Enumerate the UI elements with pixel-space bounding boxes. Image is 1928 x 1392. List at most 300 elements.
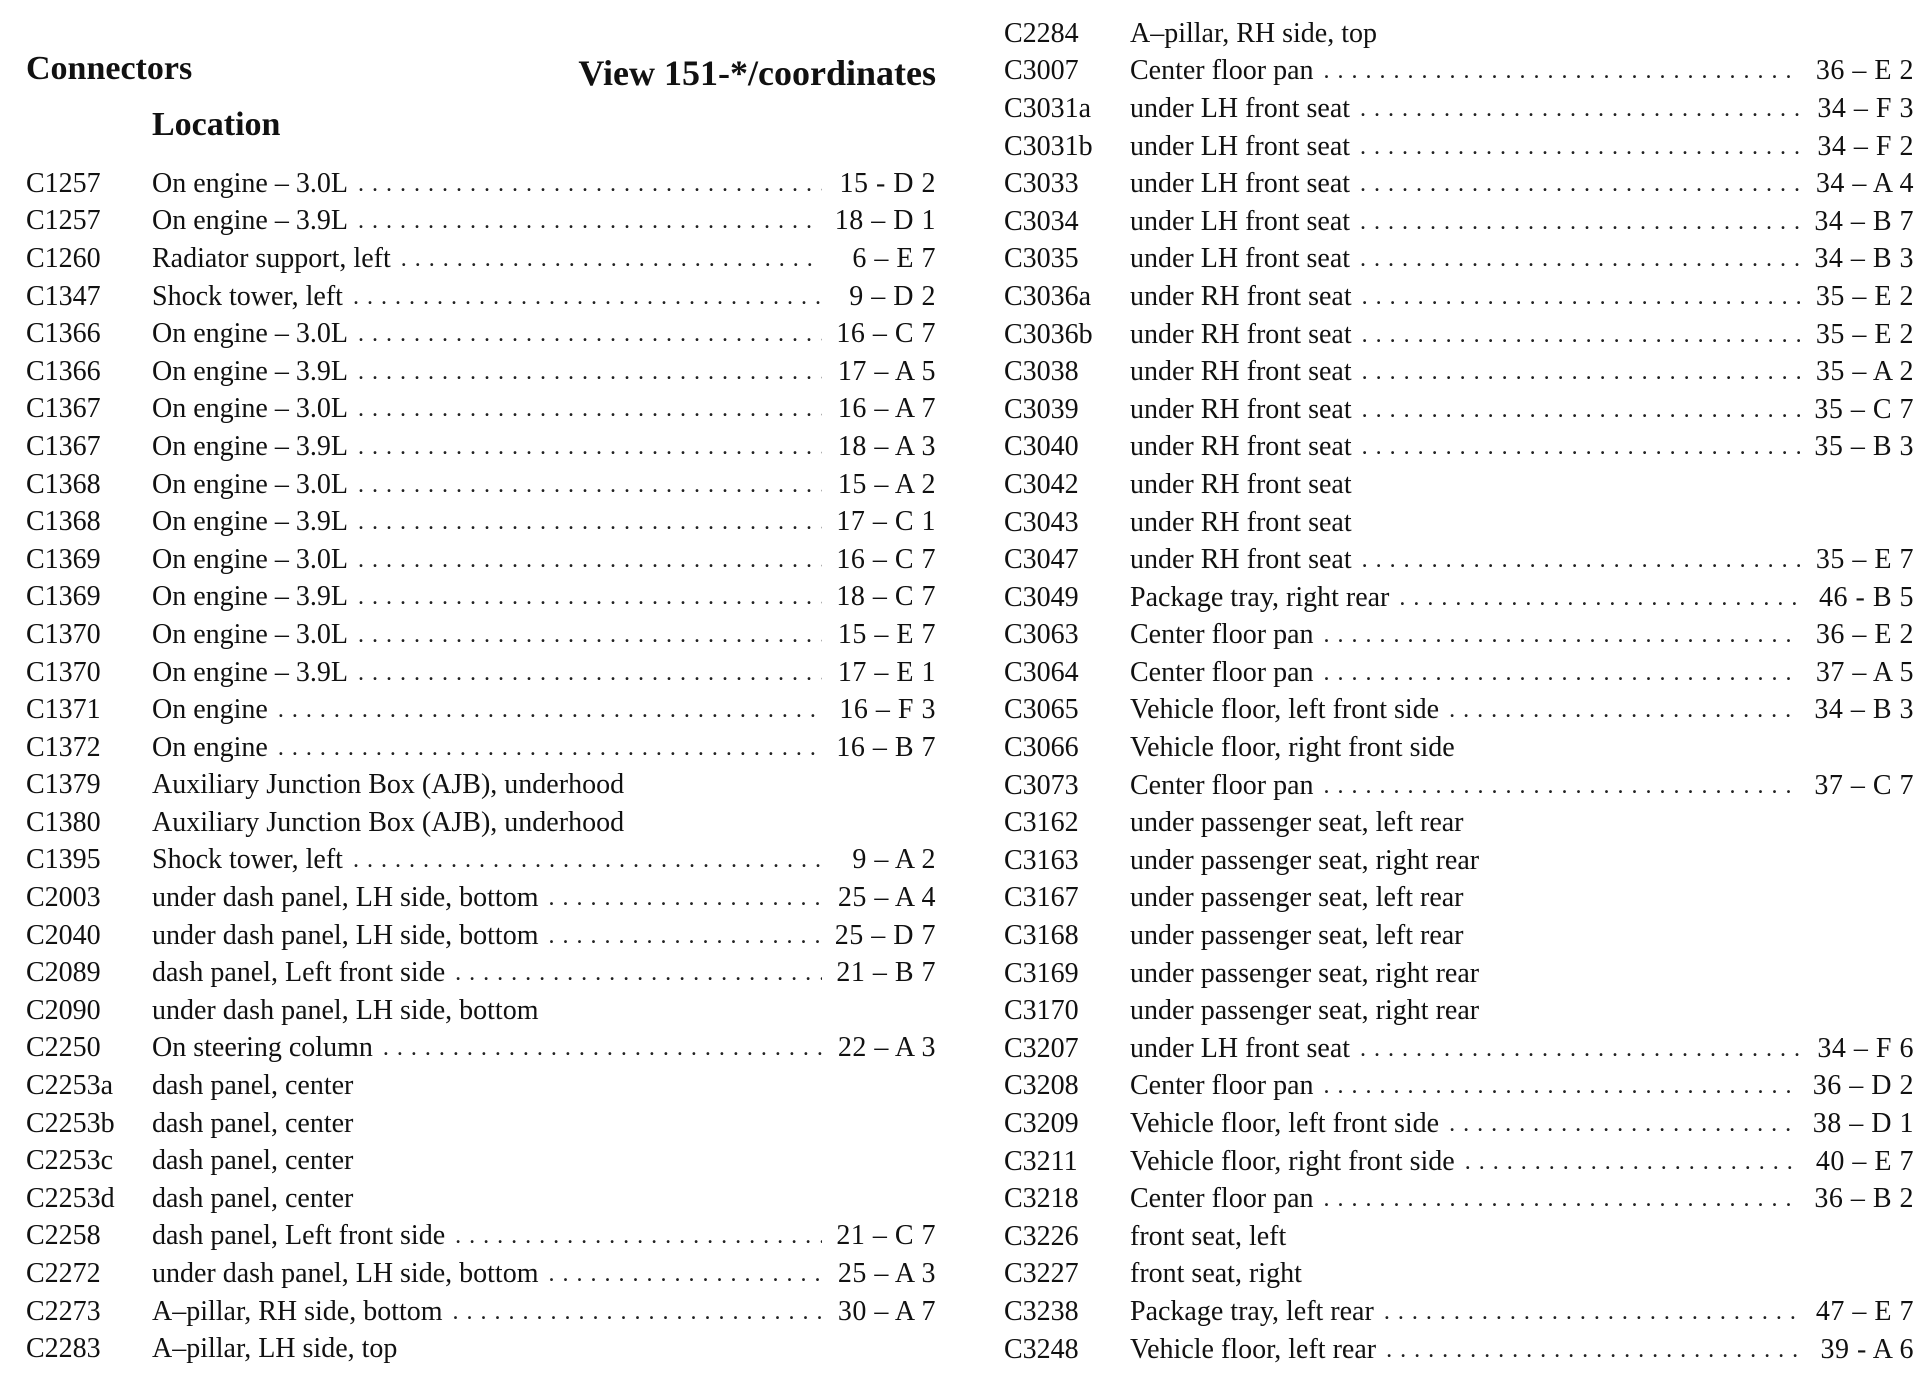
connector-location: under dash panel, LH side, bottom [152, 1258, 539, 1290]
dot-leader [1386, 1335, 1800, 1365]
view-coordinate: 15 - D 2 [839, 167, 936, 199]
connector-code: C3066 [1004, 732, 1079, 764]
view-coordinate: 35 – E 2 [1815, 318, 1914, 350]
dot-leader [1324, 1184, 1801, 1214]
view-coordinate: 17 – E 1 [837, 656, 936, 688]
page-header [26, 46, 936, 156]
view-coordinate: 18 – D 1 [834, 205, 936, 237]
connector-row [26, 804, 936, 842]
connector-row [26, 428, 936, 466]
connector-row [1004, 1331, 1914, 1369]
connector-code: C1395 [26, 844, 101, 876]
view-coordinate: 36 – B 2 [1814, 1183, 1914, 1215]
view-coordinate: 35 – E 2 [1815, 280, 1914, 312]
connector-location: under RH front seat [1130, 280, 1352, 312]
connector-row [26, 691, 936, 729]
connector-location: under RH front seat [1130, 356, 1352, 388]
connector-location: Radiator support, left [152, 242, 391, 274]
connector-row [1004, 1143, 1914, 1181]
left-connector-list [26, 165, 936, 1368]
view-coordinate: 34 – B 3 [1814, 243, 1914, 275]
connector-row [26, 1030, 936, 1068]
connector-code: C3038 [1004, 356, 1079, 388]
view-coordinate: 15 – E 7 [837, 618, 936, 650]
dot-leader [358, 169, 822, 199]
connector-row [1004, 917, 1914, 955]
connector-row [26, 391, 936, 429]
dot-leader [358, 394, 822, 424]
connector-code: C2253b [26, 1107, 115, 1139]
connector-location: under dash panel, LH side, bottom [152, 882, 539, 914]
dot-leader [383, 1033, 822, 1063]
view-coordinate: 34 – F 3 [1817, 92, 1914, 124]
connector-row [1004, 203, 1914, 241]
dot-leader [1449, 1109, 1799, 1139]
connector-code: C2283 [26, 1333, 101, 1365]
view-coordinate: 21 – B 7 [836, 957, 936, 989]
connector-row [1004, 579, 1914, 617]
connector-code: C2003 [26, 882, 101, 914]
view-coordinate: 18 – A 3 [837, 430, 936, 462]
connector-code: C1366 [26, 318, 101, 350]
connector-row [1004, 1256, 1914, 1294]
connector-code: C1380 [26, 806, 101, 838]
connector-code: C3047 [1004, 544, 1079, 576]
connector-row [26, 729, 936, 767]
connector-location: Package tray, left rear [1130, 1295, 1374, 1327]
dot-leader [1474, 883, 1801, 913]
view-coordinate: 34 – B 3 [1814, 694, 1914, 726]
connector-code: C1366 [26, 355, 101, 387]
dot-leader [1360, 132, 1800, 162]
connector-code: C3065 [1004, 694, 1079, 726]
connector-location: dash panel, center [152, 1070, 354, 1102]
connector-location: under dash panel, LH side, bottom [152, 919, 539, 951]
dot-leader [1362, 395, 1800, 425]
connector-code: C3211 [1004, 1145, 1078, 1177]
connector-location: under passenger seat, right rear [1130, 957, 1480, 989]
view-coordinate: 37 – A 5 [1815, 656, 1914, 688]
connector-row [1004, 278, 1914, 316]
dot-leader [1324, 56, 1801, 86]
connector-code: C2089 [26, 957, 101, 989]
connector-code: C3162 [1004, 807, 1079, 839]
dot-leader [548, 921, 820, 951]
connector-row [26, 203, 936, 241]
connector-row [1004, 654, 1914, 692]
connector-code: C1367 [26, 393, 101, 425]
connector-location: Center floor pan [1130, 1183, 1314, 1215]
connector-row [26, 541, 936, 579]
connector-row [1004, 128, 1914, 166]
dot-leader [1360, 94, 1800, 124]
connector-code: C1368 [26, 468, 101, 500]
connector-row [1004, 880, 1914, 918]
connector-code: C3043 [1004, 506, 1079, 538]
connector-row [26, 579, 936, 617]
connector-code: C1347 [26, 280, 101, 312]
connector-row [1004, 391, 1914, 429]
view-coordinate: 36 – D 2 [1812, 1070, 1914, 1102]
dot-leader [1360, 244, 1800, 274]
dot-leader [363, 1071, 822, 1101]
dot-leader [1296, 1222, 1800, 1252]
connector-row [26, 992, 936, 1030]
dot-leader [353, 845, 822, 875]
connector-location: On engine – 3.9L [152, 355, 348, 387]
connector-code: C3073 [1004, 769, 1079, 801]
connector-row [26, 278, 936, 316]
connector-code: C3170 [1004, 995, 1079, 1027]
dot-leader [455, 958, 822, 988]
connector-code: C3248 [1004, 1333, 1079, 1365]
connector-row [26, 466, 936, 504]
connector-location: under LH front seat [1130, 168, 1351, 200]
dot-leader [634, 770, 822, 800]
view-coordinate: 16 – C 7 [836, 543, 936, 575]
location-heading: Location [152, 106, 281, 143]
dot-leader [278, 733, 822, 763]
connector-code: C2253a [26, 1070, 114, 1102]
connector-location: On engine [152, 731, 268, 763]
connector-code: C1257 [26, 205, 101, 237]
connector-row [26, 767, 936, 805]
connector-code: C3063 [1004, 619, 1079, 651]
dot-leader [358, 470, 822, 500]
connector-row [1004, 504, 1914, 542]
connector-code: C3036a [1004, 280, 1092, 312]
view-coordinate: 34 – B 7 [1814, 205, 1914, 237]
connector-row [1004, 1180, 1914, 1218]
dot-leader [453, 1297, 822, 1327]
view-coordinate: 22 – A 3 [837, 1032, 936, 1064]
view-coordinate: 35 – A 2 [1815, 356, 1914, 388]
connector-location: under LH front seat [1130, 130, 1351, 162]
view-coordinate: 16 – A 7 [837, 393, 936, 425]
connector-row [1004, 692, 1914, 730]
dot-leader [401, 244, 822, 274]
connector-row [26, 1293, 936, 1331]
connector-code: C1257 [26, 167, 101, 199]
connector-location: under LH front seat [1130, 243, 1351, 275]
connector-location: Vehicle floor, right front side [1130, 1145, 1455, 1177]
connector-code: C1370 [26, 656, 101, 688]
view-coordinate: 34 – F 2 [1817, 130, 1914, 162]
view-coordinates-heading: View 151-*/coordinates [578, 53, 936, 93]
connector-row [26, 1255, 936, 1293]
connector-location: under passenger seat, left rear [1130, 882, 1464, 914]
dot-leader [1489, 959, 1800, 989]
dot-leader [358, 357, 822, 387]
view-coordinate: 9 – A 2 [852, 844, 936, 876]
connector-location: Vehicle floor, left rear [1130, 1333, 1377, 1365]
view-coordinate: 16 – F 3 [839, 694, 936, 726]
connector-code: C2258 [26, 1220, 101, 1252]
connector-row [26, 1142, 936, 1180]
view-coordinate: 47 – E 7 [1815, 1295, 1914, 1327]
dot-leader [1360, 207, 1800, 237]
dot-leader [1465, 1147, 1800, 1177]
connector-code: C3033 [1004, 168, 1079, 200]
dot-leader [1362, 545, 1800, 575]
dot-leader [358, 620, 822, 650]
connector-row [1004, 955, 1914, 993]
dot-leader [548, 996, 822, 1026]
view-coordinate: 16 – C 7 [836, 318, 936, 350]
connector-code: C1368 [26, 506, 101, 538]
connector-code: C2250 [26, 1032, 101, 1064]
connector-location: under RH front seat [1130, 393, 1352, 425]
dot-leader [1324, 771, 1801, 801]
connector-row [1004, 541, 1914, 579]
connector-row [1004, 842, 1914, 880]
view-coordinate: 17 – C 1 [836, 506, 936, 538]
connector-location: On steering column [152, 1032, 373, 1064]
connector-location: dash panel, center [152, 1182, 354, 1214]
dot-leader [1362, 470, 1800, 500]
connector-location: under RH front seat [1130, 468, 1352, 500]
connector-row [1004, 729, 1914, 767]
dot-leader [1489, 846, 1800, 876]
view-coordinate: 36 – E 2 [1815, 619, 1914, 651]
connector-code: C2272 [26, 1258, 101, 1290]
connector-location: Vehicle floor, left front side [1130, 1108, 1440, 1140]
connector-code: C1372 [26, 731, 101, 763]
view-coordinate: 38 – D 1 [1812, 1108, 1914, 1140]
connector-location: A–pillar, RH side, bottom [152, 1295, 443, 1327]
connector-location: dash panel, Left front side [152, 957, 446, 989]
view-coordinate: 17 – A 5 [837, 355, 936, 387]
connector-location: Center floor pan [1130, 619, 1314, 651]
connector-code: C1371 [26, 694, 101, 726]
connector-code: C3169 [1004, 957, 1079, 989]
connector-code: C1367 [26, 430, 101, 462]
connector-row [1004, 429, 1914, 467]
connector-location: Package tray, right rear [1130, 581, 1390, 613]
connector-code: C1260 [26, 242, 101, 274]
dot-leader [634, 808, 822, 838]
dot-leader [1362, 432, 1800, 462]
connector-row [26, 1105, 936, 1143]
dot-leader [358, 432, 822, 462]
connector-code: C3207 [1004, 1032, 1079, 1064]
connector-row [1004, 165, 1914, 203]
connector-code: C3238 [1004, 1295, 1079, 1327]
dot-leader [358, 319, 822, 349]
connector-row [1004, 1068, 1914, 1106]
connector-code: C1369 [26, 581, 101, 613]
connector-row [26, 353, 936, 391]
connector-location: On engine – 3.0L [152, 618, 348, 650]
dot-leader [363, 1109, 822, 1139]
dot-leader [358, 507, 822, 537]
view-coordinate: 16 – B 7 [836, 731, 936, 763]
connector-location: On engine [152, 694, 268, 726]
connector-row [1004, 466, 1914, 504]
dot-leader [1474, 921, 1801, 951]
dot-leader [1362, 320, 1800, 350]
dot-leader [1449, 695, 1800, 725]
dot-leader [1465, 733, 1800, 763]
connector-code: C3034 [1004, 205, 1079, 237]
view-coordinate: 34 – A 4 [1815, 168, 1914, 200]
dot-leader [407, 1334, 822, 1364]
connector-location: On engine – 3.0L [152, 468, 348, 500]
view-coordinate: 6 – E 7 [852, 242, 936, 274]
dot-leader [1489, 996, 1800, 1026]
connector-row [26, 165, 936, 203]
connector-code: C2090 [26, 994, 101, 1026]
connector-row [26, 654, 936, 692]
connector-code: C1370 [26, 618, 101, 650]
connector-code: C3049 [1004, 581, 1079, 613]
connector-row [1004, 1030, 1914, 1068]
connector-row [26, 616, 936, 654]
connector-row [26, 315, 936, 353]
connector-location: Center floor pan [1130, 55, 1314, 87]
connector-code: C2253d [26, 1182, 115, 1214]
connector-location: under passenger seat, right rear [1130, 995, 1480, 1027]
view-coordinate: 25 – D 7 [834, 919, 936, 951]
connector-row [26, 879, 936, 917]
right-connector-list [1004, 15, 1914, 1368]
connector-code: C3226 [1004, 1220, 1079, 1252]
dot-leader [353, 282, 822, 312]
dot-leader [1362, 357, 1800, 387]
connector-location: front seat, right [1130, 1258, 1302, 1290]
connector-code: C3209 [1004, 1108, 1079, 1140]
connector-code: C3031b [1004, 130, 1093, 162]
dot-leader [1324, 1071, 1799, 1101]
dot-leader [363, 1184, 822, 1214]
dot-leader [1474, 808, 1801, 838]
connector-row [26, 503, 936, 541]
connector-location: front seat, left [1130, 1220, 1287, 1252]
connector-location: On engine – 3.0L [152, 543, 348, 575]
connector-row [26, 954, 936, 992]
connector-location: under passenger seat, left rear [1130, 920, 1464, 952]
connector-code: C2040 [26, 919, 101, 951]
view-coordinate: 35 – C 7 [1814, 393, 1914, 425]
connector-code: C3036b [1004, 318, 1093, 350]
connector-location: A–pillar, RH side, top [1130, 17, 1377, 49]
connector-row [1004, 804, 1914, 842]
connector-row [1004, 353, 1914, 391]
connector-location: On engine – 3.0L [152, 167, 348, 199]
view-coordinate: 46 - B 5 [1819, 581, 1914, 613]
connector-row [1004, 1218, 1914, 1256]
connector-location: dash panel, center [152, 1145, 354, 1177]
connector-location: Auxiliary Junction Box (AJB), underhood [152, 806, 625, 838]
dot-leader [1362, 508, 1800, 538]
connector-row [1004, 15, 1914, 53]
connector-location: A–pillar, LH side, top [152, 1333, 398, 1365]
dot-leader [455, 1221, 822, 1251]
dot-leader [548, 1259, 822, 1289]
connector-row [1004, 617, 1914, 655]
connector-row [26, 1330, 936, 1368]
dot-leader [1362, 282, 1800, 312]
view-coordinate: 25 – A 4 [837, 882, 936, 914]
connector-code: C3031a [1004, 92, 1092, 124]
connector-code: C1369 [26, 543, 101, 575]
connector-location: Center floor pan [1130, 769, 1314, 801]
view-coordinate: 34 – F 6 [1817, 1032, 1914, 1064]
dot-leader [548, 883, 822, 913]
connector-row [26, 1180, 936, 1218]
connector-row [1004, 767, 1914, 805]
dot-leader [358, 582, 822, 612]
connector-location: dash panel, center [152, 1107, 354, 1139]
connector-code: C3042 [1004, 468, 1079, 500]
connector-code: C3218 [1004, 1183, 1079, 1215]
view-coordinate: 18 – C 7 [836, 581, 936, 613]
connector-row [26, 842, 936, 880]
view-coordinate: 40 – E 7 [1815, 1145, 1914, 1177]
connector-location: On engine – 3.9L [152, 205, 348, 237]
connector-location: under LH front seat [1130, 92, 1351, 124]
connector-location: Auxiliary Junction Box (AJB), underhood [152, 769, 625, 801]
connector-location: Center floor pan [1130, 656, 1314, 688]
connector-location: under passenger seat, right rear [1130, 844, 1480, 876]
connector-location: under RH front seat [1130, 431, 1352, 463]
connector-row [1004, 1105, 1914, 1143]
connector-row [26, 240, 936, 278]
view-coordinate: 35 – E 7 [1815, 544, 1914, 576]
dot-leader [358, 658, 822, 688]
dot-leader [363, 1146, 822, 1176]
dot-leader [1387, 19, 1800, 49]
connector-code: C3227 [1004, 1258, 1079, 1290]
dot-leader [1360, 1034, 1800, 1064]
connector-location: Shock tower, left [152, 844, 343, 876]
connector-location: under RH front seat [1130, 544, 1352, 576]
connector-location: dash panel, Left front side [152, 1220, 446, 1252]
connector-location: under passenger seat, left rear [1130, 807, 1464, 839]
connector-row [1004, 1293, 1914, 1331]
connector-location: Vehicle floor, right front side [1130, 732, 1455, 764]
connector-location: Vehicle floor, left front side [1130, 694, 1440, 726]
connector-location: under LH front seat [1130, 1032, 1351, 1064]
connector-row [26, 1218, 936, 1256]
connector-location: On engine – 3.9L [152, 430, 348, 462]
connector-location: On engine – 3.0L [152, 318, 348, 350]
connector-location: On engine – 3.9L [152, 656, 348, 688]
connector-location: On engine – 3.9L [152, 506, 348, 538]
connector-code: C3208 [1004, 1070, 1079, 1102]
view-coordinate: 36 – E 2 [1815, 55, 1914, 87]
connector-code: C3163 [1004, 844, 1079, 876]
connector-row [26, 917, 936, 955]
connector-row [1004, 90, 1914, 128]
connector-code: C2284 [1004, 17, 1079, 49]
connector-code: C3039 [1004, 393, 1079, 425]
dot-leader [1312, 1259, 1800, 1289]
view-coordinate: 39 - A 6 [1820, 1333, 1914, 1365]
connector-code: C3064 [1004, 656, 1079, 688]
view-coordinate: 35 – B 3 [1814, 431, 1914, 463]
page-title: Connectors [26, 50, 193, 87]
connector-location: under dash panel, LH side, bottom [152, 994, 539, 1026]
connector-location: under RH front seat [1130, 506, 1352, 538]
connector-row [1004, 992, 1914, 1030]
view-coordinate: 37 – C 7 [1814, 769, 1914, 801]
dot-leader [1324, 658, 1801, 688]
connector-location: On engine – 3.0L [152, 393, 348, 425]
dot-leader [1384, 1297, 1800, 1327]
connector-row [26, 1067, 936, 1105]
dot-leader [1399, 583, 1800, 613]
